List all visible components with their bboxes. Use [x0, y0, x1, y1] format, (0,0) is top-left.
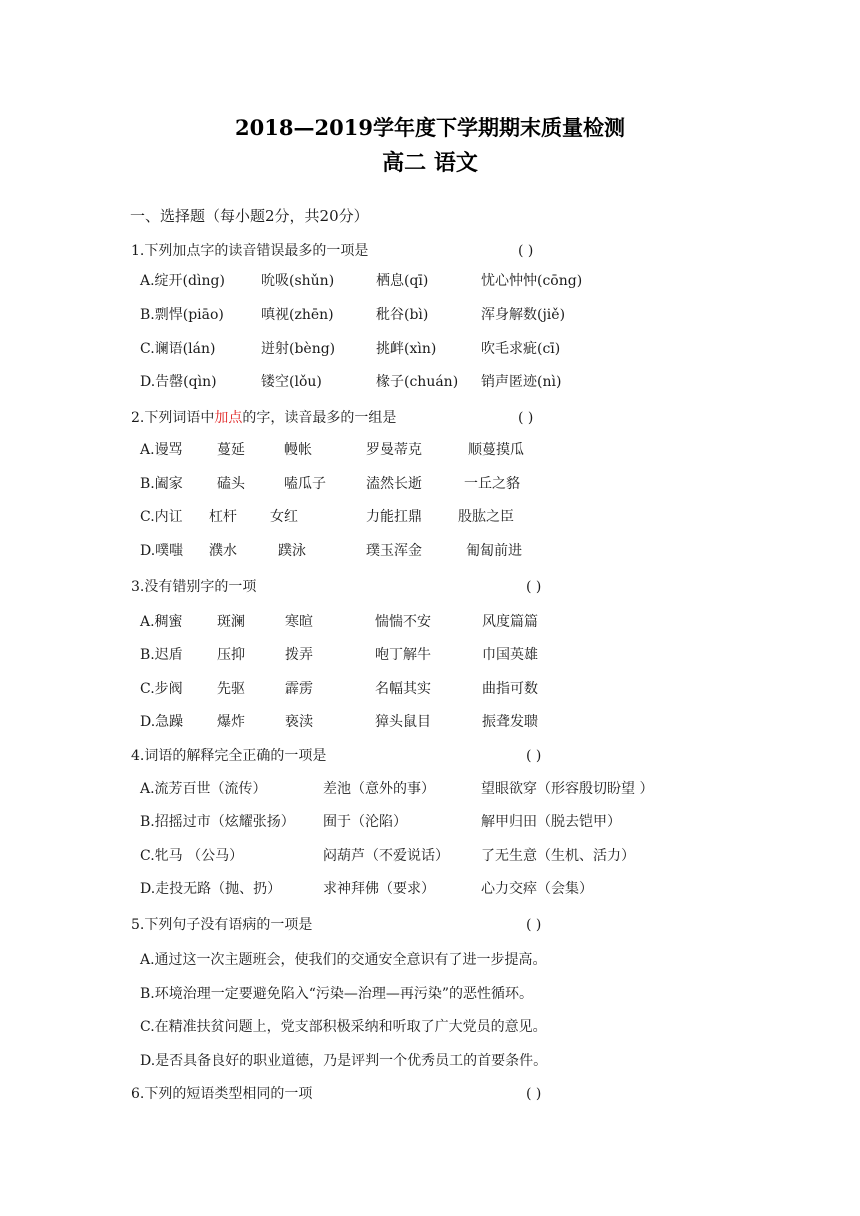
q4-b-1: B.招摇过市（炫耀张扬） — [140, 814, 295, 830]
q3-d-3: 亵渎 — [285, 714, 313, 730]
q2-d-3: 蹼泳 — [278, 543, 306, 559]
q6-stem: 6.下列的短语类型相同的一项 — [131, 1086, 313, 1102]
q4-answer-paren: ( ) — [526, 748, 542, 764]
q3-answer-paren: ( ) — [526, 579, 542, 595]
q4-stem: 4.词语的解释完全正确的一项是 — [131, 748, 327, 764]
q2-a-4: 罗曼蒂克 — [366, 442, 422, 458]
q3-c-5: 曲指可数 — [482, 681, 538, 697]
q2-a-1: A.谩骂 — [140, 442, 183, 458]
q2-stem — [131, 408, 396, 428]
q2-d-2: 濮水 — [209, 543, 237, 559]
q3-a-1: A.稠蜜 — [140, 614, 183, 630]
q1-b-3: 秕谷(bì) — [376, 307, 429, 323]
q2-d-5: 匍匐前进 — [466, 543, 522, 559]
q4-b-2: 囿于（沦陷） — [323, 814, 407, 830]
q3-c-1: C.步阀 — [140, 681, 183, 697]
q4-a-3: 望眼欲穿（形容殷切盼望 ） — [481, 781, 654, 797]
q2-a-2: 蔓延 — [217, 442, 245, 458]
q1-c-4: 吹毛求疵(cī) — [481, 341, 561, 357]
q4-a-1: A.流芳百世（流传） — [140, 781, 267, 797]
q5-stem: 5.下列句子没有语病的一项是 — [131, 917, 313, 933]
q1-c-2: 迸射(bèng) — [261, 341, 336, 357]
q2-answer-paren: ( ) — [518, 410, 534, 426]
q4-d-1: D.走投无路（抛、扔） — [140, 881, 282, 897]
q2-b-1: B.阖家 — [140, 476, 183, 492]
q3-a-3: 寒暄 — [285, 614, 313, 630]
q5-option-c: C.在精准扶贫问题上，党支部积极采纳和听取了广大党员的意见。 — [140, 1019, 547, 1035]
q2-c-1: C.内讧 — [140, 509, 183, 525]
q3-a-4: 惴惴不安 — [375, 614, 431, 630]
q1-b-1: B.剽悍(piāo) — [140, 307, 224, 323]
q1-a-3: 栖息(qī) — [376, 273, 429, 289]
q4-b-3: 解甲归田（脱去铠甲） — [481, 814, 621, 830]
q3-d-5: 振聋发聩 — [482, 714, 538, 730]
q4-d-2: 求神拜佛（要求） — [323, 881, 435, 897]
q3-b-2: 压抑 — [217, 647, 245, 663]
q1-c-3: 挑衅(xìn) — [376, 341, 437, 357]
q3-c-3: 霹雳 — [285, 681, 313, 697]
q3-c-4: 名幅其实 — [375, 681, 431, 697]
q2-d-4: 璞玉浑金 — [366, 543, 422, 559]
q3-b-5: 巾国英雄 — [482, 647, 538, 663]
q1-d-3: 椽子(chuán) — [376, 374, 459, 390]
q2-stem-post: 的字，读音最多的一组是 — [242, 410, 397, 426]
q2-b-5: 一丘之貉 — [464, 476, 520, 492]
q1-stem: 1.下列加点字的读音错误最多的一项是 — [131, 243, 369, 259]
section-heading: 一、选择题（每小题2分，共20分） — [130, 207, 369, 225]
q4-a-2: 差池（意外的事） — [323, 781, 435, 797]
q4-c-1: C.牝马 （公马） — [140, 848, 244, 864]
q3-d-2: 爆炸 — [217, 714, 245, 730]
q3-b-4: 咆丁解牛 — [375, 647, 431, 663]
q3-b-3: 拨弄 — [285, 647, 313, 663]
q1-d-1: D.告罄(qìn) — [140, 374, 217, 390]
q1-a-4: 忧心忡忡(cōng) — [481, 273, 583, 289]
q1-d-2: 镂空(lǒu) — [261, 374, 322, 390]
q2-c-3: 女红 — [270, 509, 298, 525]
q1-d-4: 销声匿迹(nì) — [481, 374, 562, 390]
q2-b-4: 溘然长逝 — [366, 476, 422, 492]
q2-b-3: 嗑瓜子 — [284, 476, 326, 492]
q2-b-2: 磕头 — [217, 476, 245, 492]
q2-stem-highlight: 加点 — [214, 410, 243, 426]
q5-option-d: D.是否具备良好的职业道德，乃是评判一个优秀员工的首要条件。 — [140, 1053, 548, 1069]
q5-option-a: A.通过这一次主题班会，使我们的交通安全意识有了进一步提高。 — [140, 952, 547, 968]
q2-a-5: 顺蔓摸瓜 — [468, 442, 524, 458]
q5-option-b: B.环境治理一定要避免陷入“污染—治理—再污染”的恶性循环。 — [140, 986, 534, 1002]
q3-d-4: 獐头鼠目 — [375, 714, 431, 730]
q1-b-2: 嗔视(zhēn) — [261, 307, 334, 323]
q3-a-5: 风度篇篇 — [482, 614, 538, 630]
q2-d-1: D.噗嗤 — [140, 543, 184, 559]
q2-c-2: 杠杆 — [209, 509, 237, 525]
q3-c-2: 先驱 — [217, 681, 245, 697]
q4-d-3: 心力交瘁（会集） — [481, 881, 593, 897]
q1-answer-paren: ( ) — [518, 243, 534, 259]
q3-d-1: D.急躁 — [140, 714, 184, 730]
exam-title: 2018—2019学年度下学期期末质量检测 — [235, 115, 625, 140]
q1-a-2: 吮吸(shǔn) — [261, 273, 335, 289]
q3-stem: 3.没有错别字的一项 — [131, 579, 257, 595]
q2-c-5: 股肱之臣 — [458, 509, 514, 525]
q5-answer-paren: ( ) — [526, 917, 542, 933]
q3-a-2: 斑澜 — [217, 614, 245, 630]
q4-c-2: 闷葫芦（不爱说话） — [323, 848, 449, 864]
q2-c-4: 力能扛鼎 — [366, 509, 422, 525]
q2-stem-pre: 2.下列词语中 — [131, 410, 215, 426]
q1-b-4: 浑身解数(jiě) — [481, 307, 566, 323]
q1-c-1: C.谰语(lán) — [140, 341, 216, 357]
q4-c-3: 了无生意（生机、活力） — [481, 848, 635, 864]
exam-subtitle: 高二 语文 — [382, 150, 478, 176]
q3-b-1: B.迟盾 — [140, 647, 183, 663]
q6-answer-paren: ( ) — [526, 1086, 542, 1102]
q1-a-1: A.绽开(dìng) — [140, 273, 225, 289]
q2-a-3: 幔帐 — [284, 442, 312, 458]
